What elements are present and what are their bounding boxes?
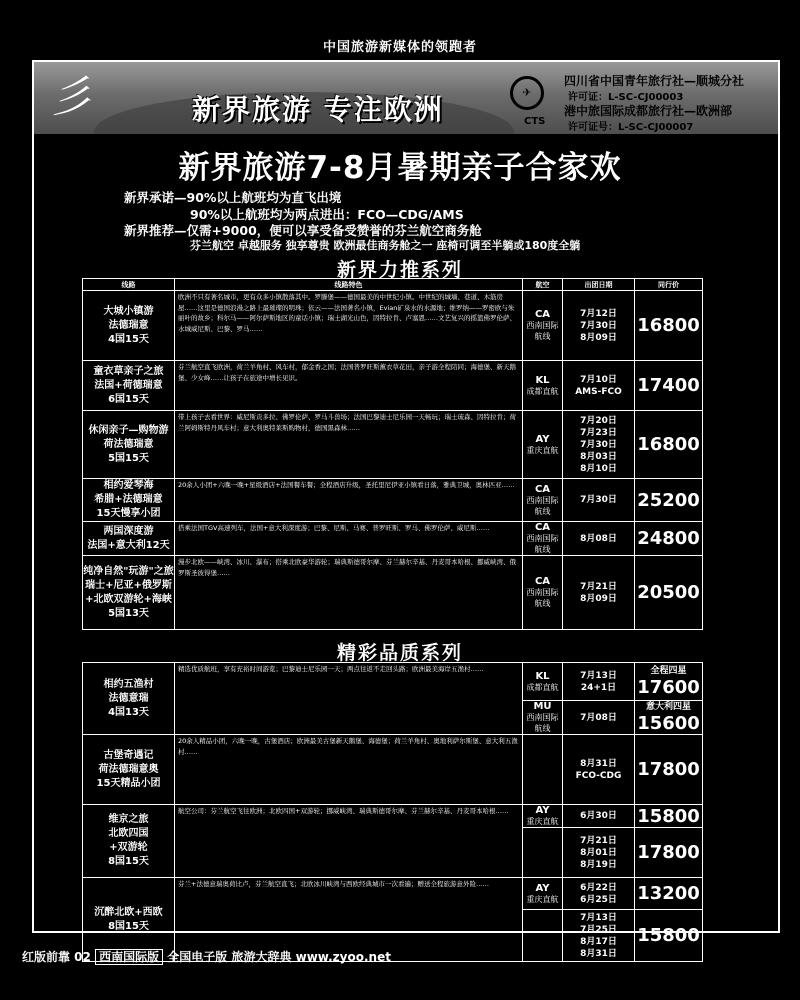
date-line: FCO-CDG bbox=[575, 770, 622, 781]
date-line: 8月09日 bbox=[580, 332, 617, 343]
route-features: 航空公司：芬兰航空飞往欧洲；北欧四国+双游轮；挪威峡湾、瑞典斯德哥尔摩、芬兰赫尔辛基、丹麦哥本哈根…… bbox=[175, 805, 523, 878]
price-value: 13200 bbox=[637, 883, 700, 904]
airline bbox=[523, 878, 563, 910]
departure-dates bbox=[563, 479, 635, 522]
route-line: 15天慢享小团 bbox=[96, 508, 161, 519]
route-name bbox=[83, 735, 175, 805]
route-line: +双游轮 bbox=[109, 842, 148, 853]
banner-slogan: 新界旅游 专注欧洲 bbox=[192, 93, 444, 126]
price bbox=[635, 910, 703, 962]
route-features: 精选优质航班，享有充裕时间游览；巴黎迪士尼乐园一天；两点往返不走回头路；欧洲最美海岸五渔村…… bbox=[175, 663, 523, 735]
date-line: 24+1日 bbox=[580, 682, 617, 693]
date-line: 7月13日 bbox=[580, 670, 617, 681]
route-line: 维京之旅 bbox=[108, 814, 149, 825]
airline-code: AY bbox=[535, 805, 550, 816]
date-line: 6月30日 bbox=[580, 811, 617, 821]
route-features: 芬兰航空直飞欧洲，荷兰羊角村、风车村，郁金香之国；法国普罗旺斯薰衣草花田，亲子游全程陪同；海德堡、新天鹅堡、少女峰……让孩子在旅途中增长见识。 bbox=[175, 361, 523, 411]
license-2: 许可证号：L-SC-CJ00007 bbox=[568, 122, 694, 133]
table-row bbox=[83, 291, 703, 361]
date-line: 7月08日 bbox=[580, 712, 617, 723]
route-line: 法德瑞意 bbox=[108, 319, 149, 331]
airline-note: 西南国际航线 bbox=[526, 321, 559, 341]
date-line: 8月01日 bbox=[580, 847, 617, 858]
date-line: 7月13日 bbox=[580, 912, 617, 923]
route-name bbox=[83, 522, 175, 556]
airline bbox=[523, 479, 563, 522]
route-features: 芬兰+法德意瑞奥荷比卢，芬兰航空直飞；北欧冰川峡湾与西欧经典城市一次看遍；赠送全程旅游意外险…… bbox=[175, 878, 523, 962]
route-line: 童衣草亲子之旅 bbox=[93, 365, 164, 377]
date-line: 7月20日 bbox=[580, 415, 617, 426]
date-line: 6月25日 bbox=[580, 894, 617, 905]
date-line: 7月30日 bbox=[580, 439, 617, 450]
airline bbox=[523, 361, 563, 411]
section-heading: 新界力推系列 bbox=[336, 259, 463, 281]
page-title: 新界旅游7-8月暑期亲子合家欢 bbox=[178, 150, 622, 186]
price-value: 17800 bbox=[637, 842, 700, 863]
promo-line: 新界承诺—90%以上航班均为直飞出境 bbox=[124, 190, 342, 205]
route-line: 大城小镇游 bbox=[103, 305, 154, 317]
price-label: 意大利四星 bbox=[645, 702, 691, 712]
date-line: 8月10日 bbox=[580, 463, 617, 474]
price bbox=[635, 805, 703, 828]
airline bbox=[523, 411, 563, 479]
agency-info bbox=[510, 68, 778, 133]
route-features: 20余人小团+六晚一晚+星级酒店+法国餐车餐；全程酒店升级，圣托里尼伊亚小镇看日落，雅典卫城，奥林匹亚…… bbox=[175, 479, 523, 522]
route-line: 8国15天 bbox=[108, 856, 149, 867]
route-line: 4国13天 bbox=[108, 706, 149, 718]
airline-code: AY bbox=[535, 433, 550, 445]
route-line: 相约五渔村 bbox=[103, 678, 154, 690]
price: 20500 bbox=[635, 556, 703, 630]
departure-dates bbox=[563, 663, 635, 701]
date-line: 8月08日 bbox=[580, 533, 617, 544]
route-name bbox=[83, 291, 175, 361]
price: 16800 bbox=[635, 411, 703, 479]
price: 24800 bbox=[635, 522, 703, 556]
route-line: 5国13天 bbox=[108, 607, 149, 619]
airline-note: 西南国际航线 bbox=[526, 495, 559, 516]
route-line: +北欧双游轮+海峡 bbox=[85, 593, 172, 605]
top-tagline: 中国旅游新媒体的领跑者 bbox=[322, 40, 477, 55]
departure-dates bbox=[563, 361, 635, 411]
airline-note: 重庆直航 bbox=[526, 445, 559, 455]
route-features: 欧洲不只有著名城市，更有众多小镇散落其中。罗滕堡——德国最美的中世纪小镇。中世纪的城墙、巷道、木筋房屋……这里是德国浪漫之路上最璀璨的明珠；依云——法国著名小镇，Evian矿泉水的水源地；维罗纳——罗密欧与朱丽叶的故乡；科尔马——阿尔萨斯地区的童话小镇；瑞士湖光山色，因特拉肯、卢塞恩……文艺复兴的摇篮佛罗伦萨、水城威尼斯、巴黎、罗马…… bbox=[175, 291, 523, 361]
price: 25200 bbox=[635, 479, 703, 522]
route-line: 荷法德瑞意奥 bbox=[98, 763, 159, 775]
date-line: 8月31日 bbox=[580, 758, 617, 769]
departure-dates bbox=[563, 701, 635, 735]
agency-name-1: 四川省中国青年旅行社—顺城分社 bbox=[564, 74, 745, 88]
departure-dates bbox=[563, 735, 635, 805]
date-line: 8月03日 bbox=[580, 451, 617, 462]
cts-logo-label: CTS bbox=[524, 116, 546, 127]
route-line: 荷法德瑞意 bbox=[103, 438, 154, 450]
table-row bbox=[83, 556, 703, 630]
promo-line: 新界推荐—仅需+9000，便可以享受备受赞誉的芬兰航空商务舱 bbox=[124, 223, 482, 238]
airline-note: 西南国际航线 bbox=[526, 713, 559, 733]
route-line: 沉醉北欧+西欧 bbox=[94, 906, 163, 918]
airline-note: 西南国际航线 bbox=[526, 534, 559, 554]
airline bbox=[523, 701, 563, 735]
route-name bbox=[83, 556, 175, 630]
route-line: 休闲亲子—购物游 bbox=[88, 424, 169, 436]
promo-line: 90%以上航班均为两点进出：FCO—CDG/AMS bbox=[190, 207, 464, 222]
route-features: 漫步北欧——峡湾、冰川、瀑布；搭乘北欧豪华游轮；瑞典斯德哥尔摩、芬兰赫尔辛基、丹麦哥本哈根、挪威峡湾、俄罗斯圣彼得堡…… bbox=[175, 556, 523, 630]
date-line: 8月19日 bbox=[580, 859, 617, 870]
airline bbox=[523, 910, 563, 962]
route-name bbox=[83, 805, 175, 878]
tour-table-featured bbox=[82, 278, 703, 630]
airline bbox=[523, 663, 563, 701]
promo-line: 芬兰航空 卓越服务 独享尊贵 欧洲最佳商务舱之一 座椅可调至半躺或180度全躺 bbox=[190, 239, 581, 252]
airline-code: AY bbox=[535, 882, 550, 894]
airline-note: 重庆直航 bbox=[526, 817, 559, 826]
airline-code: CA bbox=[534, 309, 551, 320]
date-line: 6月22日 bbox=[580, 882, 617, 893]
table-row bbox=[83, 735, 703, 805]
table-row bbox=[83, 411, 703, 479]
date-line: 8月31日 bbox=[580, 948, 617, 959]
route-name bbox=[83, 411, 175, 479]
route-features: 20余人精品小团，六晚一晚，古堡酒店；欧洲最美古堡新天鹅堡、海德堡；荷兰羊角村、奥地利萨尔斯堡、意大利五渔村…… bbox=[175, 735, 523, 805]
route-name bbox=[83, 663, 175, 735]
price bbox=[635, 663, 703, 701]
route-line: 瑞士+尼亚+俄罗斯 bbox=[85, 579, 172, 591]
col-header: 线路特色 bbox=[175, 279, 523, 291]
date-line: 7月12日 bbox=[580, 308, 617, 319]
price bbox=[635, 828, 703, 878]
airline bbox=[523, 828, 563, 878]
airline bbox=[523, 522, 563, 556]
route-line: 6国15天 bbox=[108, 393, 149, 405]
brand-logo-icon: 彡 bbox=[48, 72, 92, 123]
route-line: 北欧四国 bbox=[108, 828, 149, 839]
col-header: 同行价 bbox=[635, 279, 703, 291]
date-line: 8月17日 bbox=[580, 936, 617, 947]
col-header: 出团日期 bbox=[563, 279, 635, 291]
price bbox=[635, 701, 703, 735]
table-row bbox=[83, 878, 703, 910]
table-row bbox=[83, 361, 703, 411]
airline-code: CA bbox=[534, 522, 551, 533]
departure-dates bbox=[563, 411, 635, 479]
price: 17400 bbox=[635, 361, 703, 411]
col-header: 航空 bbox=[523, 279, 563, 291]
price-value: 17800 bbox=[637, 759, 700, 780]
date-line: 8月09日 bbox=[580, 593, 617, 604]
route-line: 法德意瑞 bbox=[108, 692, 149, 704]
price bbox=[635, 735, 703, 805]
airline bbox=[523, 291, 563, 361]
section-heading: 精彩品质系列 bbox=[336, 642, 463, 664]
footer-page: 红版前靠 02 bbox=[22, 950, 91, 964]
route-line: 15天精品小团 bbox=[96, 777, 161, 789]
date-line: 7月30日 bbox=[580, 320, 617, 331]
airline-code: CA bbox=[534, 576, 551, 587]
route-line: 古堡奇遇记 bbox=[103, 749, 154, 761]
airline bbox=[523, 735, 563, 805]
route-line: 纯净自然"玩游"之旅 bbox=[83, 565, 174, 577]
date-line: 7月23日 bbox=[580, 427, 617, 438]
footer-edition: 西南国际版 bbox=[95, 949, 163, 965]
departure-dates bbox=[563, 805, 635, 828]
departure-dates bbox=[563, 878, 635, 910]
route-features: 搭乘法国TGV高速列车，法国+意大利深度游；巴黎、尼斯、马赛、普罗旺斯、罗马、佛罗伦萨、威尼斯…… bbox=[175, 522, 523, 556]
table-row bbox=[83, 663, 703, 701]
tour-table-quality bbox=[82, 662, 703, 962]
airline-code: KL bbox=[535, 374, 550, 386]
footer-site: 全国电子版 旅游大辞典 www.zyoo.net bbox=[167, 950, 391, 964]
col-header: 线路 bbox=[83, 279, 175, 291]
date-line: 7月30日 bbox=[580, 495, 617, 505]
airline-note: 成都直航 bbox=[526, 386, 559, 396]
table-row bbox=[83, 805, 703, 828]
airline-code: CA bbox=[534, 483, 551, 495]
agency-name-2: 港中旅国际成都旅行社—欧洲部 bbox=[564, 104, 733, 118]
price-value: 15800 bbox=[637, 925, 700, 946]
price-value: 17600 bbox=[637, 677, 700, 698]
route-line: 两国深度游 bbox=[103, 525, 154, 537]
banner bbox=[34, 62, 778, 134]
route-name bbox=[83, 479, 175, 522]
price-value: 15600 bbox=[637, 713, 700, 734]
footer bbox=[22, 948, 391, 965]
date-line: 7月25日 bbox=[580, 924, 617, 935]
date-line: 7月21日 bbox=[580, 835, 617, 846]
route-name bbox=[83, 361, 175, 411]
route-features: 带上孩子去看世界：威尼斯贡多拉、佛罗伦萨、罗马斗兽场；法国巴黎迪士尼乐园一天畅玩；瑞士琉森、因特拉肯；荷兰阿姆斯特丹风车村；意大利奥特莱斯购物村，德国黑森林…… bbox=[175, 411, 523, 479]
airline-note: 重庆直航 bbox=[526, 894, 559, 904]
departure-dates bbox=[563, 291, 635, 361]
license-1: 许可证：L-SC-CJ00003 bbox=[568, 92, 684, 103]
airline-code: KL bbox=[535, 670, 550, 682]
price: 16800 bbox=[635, 291, 703, 361]
departure-dates bbox=[563, 910, 635, 962]
route-line: 4国15天 bbox=[108, 333, 149, 345]
departure-dates bbox=[563, 828, 635, 878]
airline bbox=[523, 556, 563, 630]
airline bbox=[523, 805, 563, 828]
route-line: 法国+意大利12天 bbox=[87, 539, 170, 551]
route-line: 相约爱琴海 bbox=[103, 480, 154, 491]
date-line: AMS-FCO bbox=[575, 386, 622, 397]
price bbox=[635, 878, 703, 910]
airline-note: 西南国际航线 bbox=[526, 588, 559, 608]
route-line: 法国+荷德瑞意 bbox=[94, 379, 163, 391]
route-line: 5国15天 bbox=[108, 452, 149, 464]
globe-logo-icon: ✈ bbox=[510, 76, 544, 110]
route-line: 希腊+法德瑞意 bbox=[94, 494, 163, 505]
table-row bbox=[83, 479, 703, 522]
airline-code: MU bbox=[533, 701, 552, 712]
date-line: 7月21日 bbox=[580, 581, 617, 592]
airline-note: 成都直航 bbox=[526, 682, 559, 692]
route-line: 8国15天 bbox=[108, 920, 149, 932]
table-row bbox=[83, 522, 703, 556]
price-value: 15800 bbox=[637, 805, 700, 827]
date-line: 7月10日 bbox=[580, 374, 617, 385]
departure-dates bbox=[563, 556, 635, 630]
departure-dates bbox=[563, 522, 635, 556]
price-label: 全程四星 bbox=[650, 666, 687, 676]
